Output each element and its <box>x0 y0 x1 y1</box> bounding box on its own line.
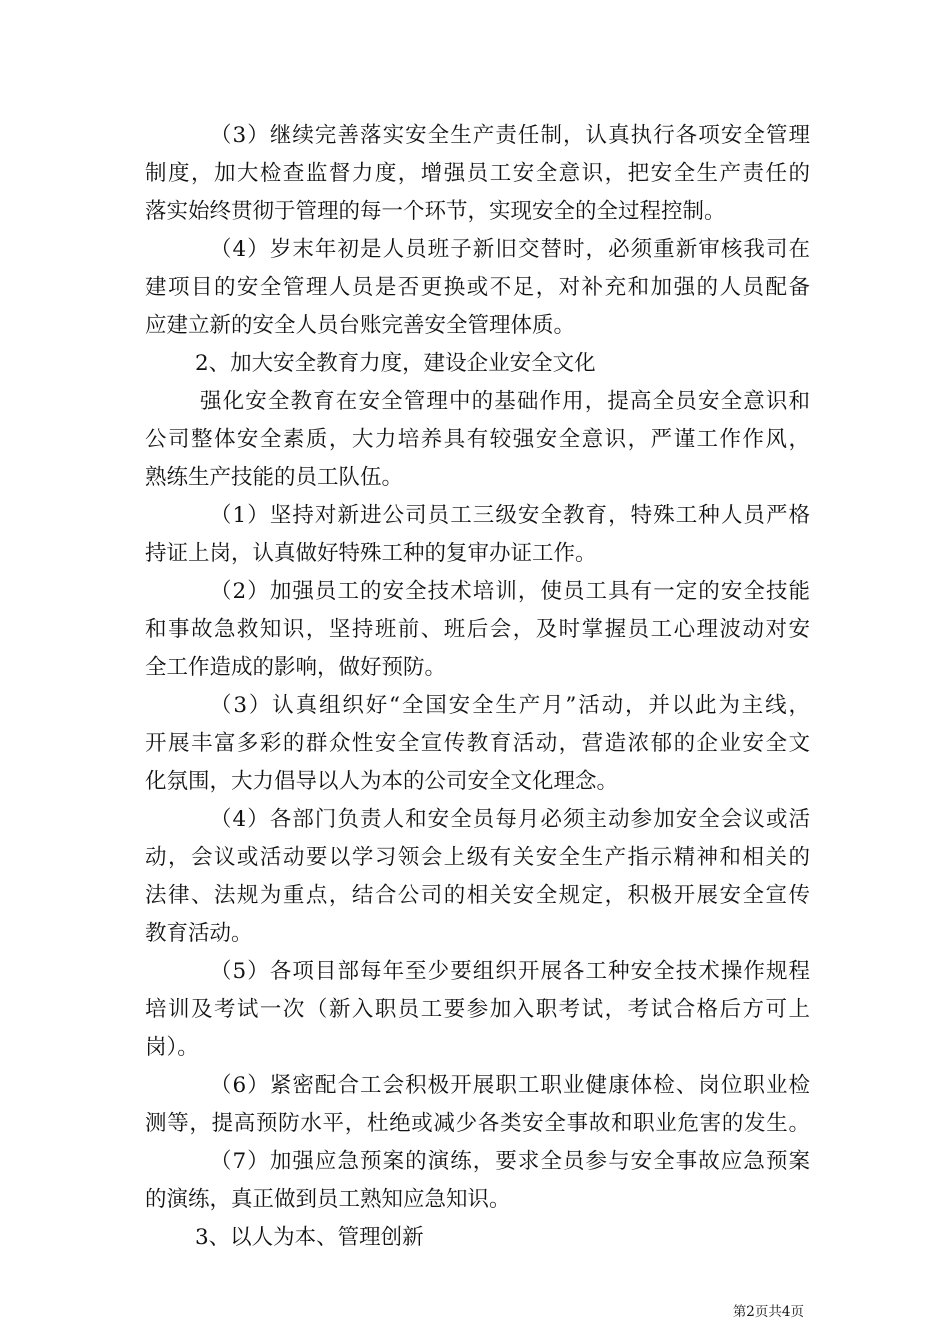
paragraph-line: 法律、法规为重点，结合公司的相关安全规定，积极开展安全宣传 <box>145 883 810 908</box>
paragraph-line: （5）各项目部每年至少要组织开展各工种安全技术操作规程 <box>210 959 810 984</box>
section-heading: 2、加大安全教育力度，建设企业安全文化 <box>195 351 596 376</box>
paragraph-line: 开展丰富多彩的群众性安全宣传教育活动，营造浓郁的企业安全文 <box>145 731 810 756</box>
paragraph-line: （6）紧密配合工会积极开展职工职业健康体检、岗位职业检 <box>210 1073 810 1098</box>
paragraph-line: 测等，提高预防水平，杜绝或减少各类安全事故和职业危害的发生。 <box>145 1111 810 1136</box>
paragraph-line: 落实始终贯彻于管理的每一个环节，实现安全的全过程控制。 <box>145 199 726 224</box>
paragraph-line: （7）加强应急预案的演练，要求全员参与安全事故应急预案 <box>210 1149 810 1174</box>
paragraph-line: 建项目的安全管理人员是否更换或不足，对补充和加强的人员配备 <box>145 275 810 300</box>
page-number: 第2页共4页 <box>732 1304 804 1320</box>
paragraph-line: 的演练，真正做到员工熟知应急知识。 <box>145 1187 511 1212</box>
paragraph-line: （4）岁末年初是人员班子新旧交替时，必须重新审核我司在 <box>210 237 810 262</box>
paragraph-line: 全工作造成的影响，做好预防。 <box>145 655 447 680</box>
paragraph-line: 化氛围，大力倡导以人为本的公司安全文化理念。 <box>145 769 619 794</box>
paragraph-line: （3）继续完善落实安全生产责任制，认真执行各项安全管理 <box>210 123 810 148</box>
paragraph-line: （1）坚持对新进公司员工三级安全教育，特殊工种人员严格 <box>210 503 810 528</box>
paragraph-line: （3）认真组织好“全国安全生产月”活动，并以此为主线， <box>210 693 810 718</box>
paragraph-line: 和事故急救知识，坚持班前、班后会，及时掌握员工心理波动对安 <box>145 617 810 642</box>
paragraph-line: （4）各部门负责人和安全员每月必须主动参加安全会议或活 <box>210 807 810 832</box>
paragraph-line: 教育活动。 <box>145 921 253 946</box>
paragraph-line: 公司整体安全素质，大力培养具有较强安全意识，严谨工作作风， <box>145 427 810 452</box>
paragraph-line: 强化安全教育在安全管理中的基础作用，提高全员安全意识和 <box>200 389 810 414</box>
section-heading: 3、以人为本、管理创新 <box>195 1225 424 1250</box>
paragraph-line: 动，会议或活动要以学习领会上级有关安全生产指示精神和相关的 <box>145 845 810 870</box>
paragraph-line: （2）加强员工的安全技术培训，使员工具有一定的安全技能 <box>210 579 810 604</box>
paragraph-line: 熟练生产技能的员工队伍。 <box>145 465 404 490</box>
paragraph-line: 岗）。 <box>145 1035 199 1060</box>
paragraph-line: 持证上岗，认真做好特殊工种的复审办证工作。 <box>145 541 597 566</box>
paragraph-line: 应建立新的安全人员台账完善安全管理体质。 <box>145 313 576 338</box>
paragraph-line: 培训及考试一次（新入职员工要参加入职考试，考试合格后方可上 <box>145 997 810 1022</box>
paragraph-line: 制度，加大检查监督力度，增强员工安全意识，把安全生产责任的 <box>145 161 810 186</box>
